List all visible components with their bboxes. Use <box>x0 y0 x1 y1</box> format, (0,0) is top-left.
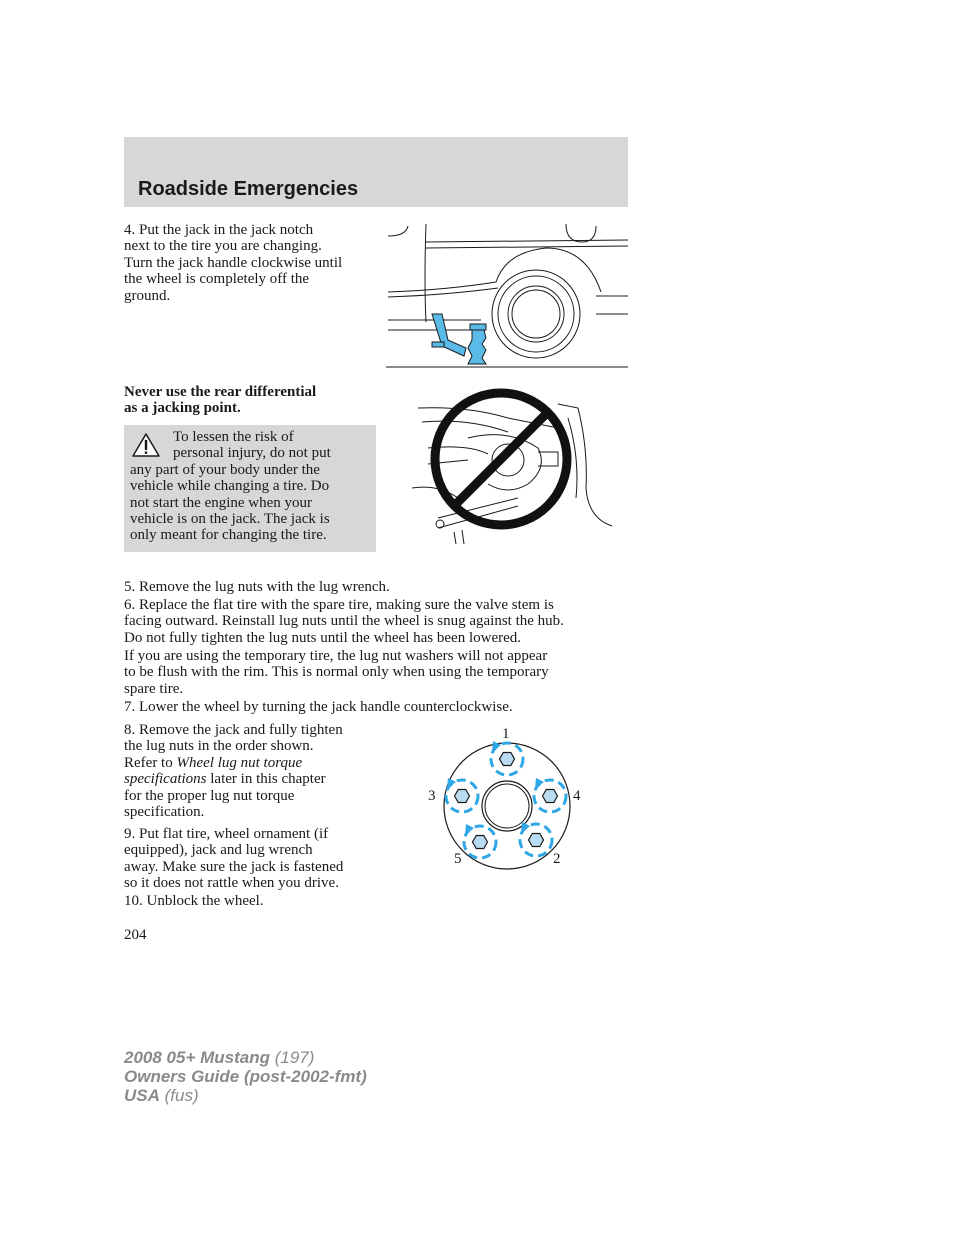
section-title: Roadside Emergencies <box>138 178 359 200</box>
arrow-icon <box>535 778 544 789</box>
lug-label-2: 2 <box>553 851 561 867</box>
lug-nut-2 <box>520 822 552 856</box>
temporary-tire-note: If you are using the temporary tire, the lug nut washers will not appear to be flush with the rim. This is normal only when using the temporary spare tire. <box>124 648 549 697</box>
lug-nut-4 <box>534 778 566 812</box>
warning-text-rest: any part of your body under the vehicle while changing a tire. Do not start the engine when your vehicle is on the jack. The jack is only meant for changing the tire. <box>130 461 330 544</box>
lug-label-1: 1 <box>502 726 510 742</box>
jack-under-car-illustration <box>386 222 628 370</box>
warning-triangle-icon <box>131 432 161 458</box>
torque-spec-reference: Wheel lug nut torque <box>176 754 303 771</box>
rear-differential-caution: Never use the rear differential as a jacking point. <box>124 384 317 417</box>
lug-label-3: 3 <box>428 788 436 804</box>
lug-label-5: 5 <box>454 851 462 867</box>
lug-label-4: 4 <box>573 788 581 804</box>
lug-nut-3 <box>446 778 478 812</box>
prohibited-sign-icon <box>435 393 567 525</box>
arrow-icon <box>447 778 456 789</box>
jack-icon <box>432 314 486 364</box>
arrow-icon <box>492 741 501 752</box>
step-9-text: 9. Put flat tire, wheel ornament (if equipped), jack and lug wrench away. Make sure the jack is fastened so it does not rattle when you drive. <box>124 826 344 892</box>
step-5-text: 5. Remove the lug nuts with the lug wrench. <box>124 579 390 595</box>
step-10-text: 10. Unblock the wheel. <box>124 893 264 909</box>
step-7-text: 7. Lower the wheel by turning the jack handle counterclockwise. <box>124 699 513 715</box>
page-number: 204 <box>124 927 147 943</box>
arrow-icon <box>465 824 474 835</box>
no-rear-differential-jacking-illustration <box>408 388 614 546</box>
lug-nut-order-diagram <box>420 722 590 876</box>
step-4-text: 4. Put the jack in the jack notch next to the tire you are changing. Turn the jack handle clockwise until the wheel is completely off the ground. <box>124 222 343 304</box>
step-8-text: 8. Remove the jack and fully tighten the lug nuts in the order shown. Refer to Wheel lug nut torque specifications later in this chapter for the proper lug nut torque specification. <box>124 722 343 821</box>
document-footer: 2008 05+ Mustang (197) Owners Guide (post-2002-fmt) USA (fus) <box>124 1048 367 1105</box>
lug-nut-5 <box>464 824 496 858</box>
step-6-text: 6. Replace the flat tire with the spare tire, making sure the valve stem is facing outward. Reinstall lug nuts until the wheel is snug against the hub. Do not fully tighten the lug nuts until the wheel has been lowered. <box>124 597 564 646</box>
warning-text-first: To lessen the risk of personal injury, do not put <box>173 429 331 462</box>
lug-nut-1 <box>491 741 523 775</box>
